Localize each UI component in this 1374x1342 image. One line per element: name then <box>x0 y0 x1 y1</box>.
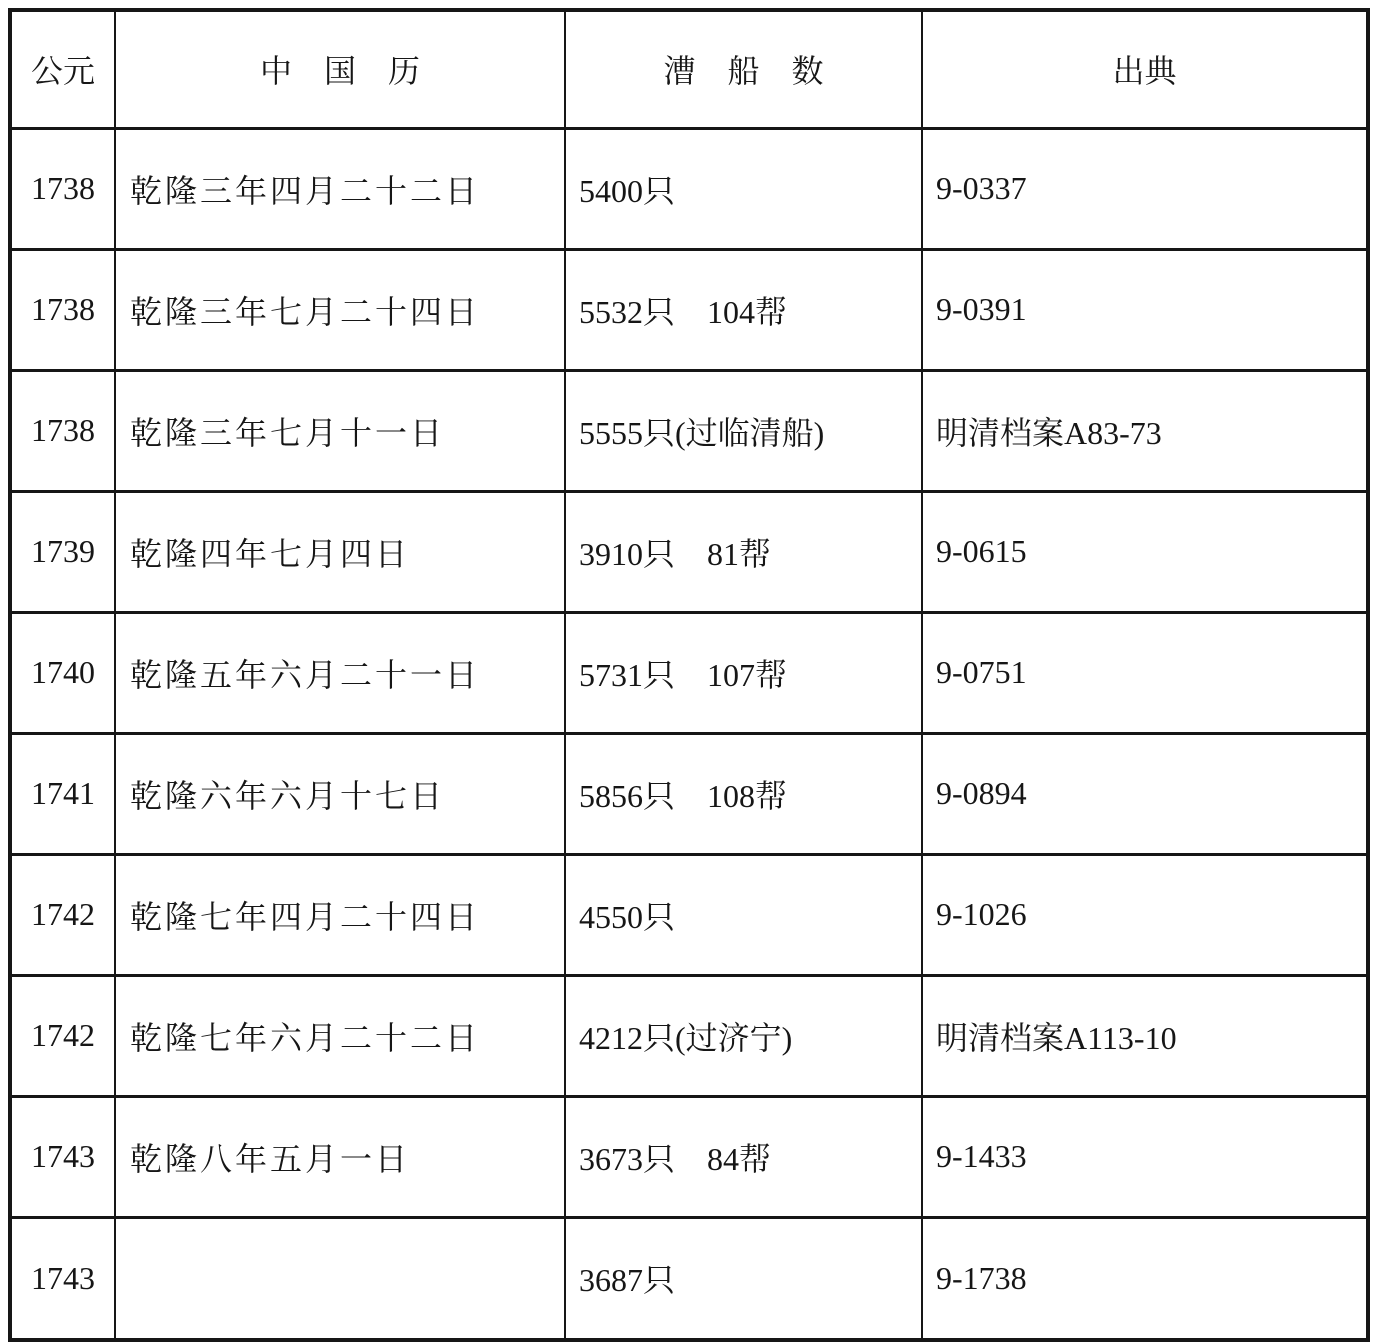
cell-year: 1742 <box>10 975 115 1096</box>
header-row <box>10 10 1368 128</box>
table-row <box>10 128 1368 249</box>
cell-ships: 5731只 107帮 <box>565 612 922 733</box>
cell-ships: 5856只 108帮 <box>565 733 922 854</box>
grain-ship-count-table <box>8 8 1370 1342</box>
header-source: 出典 <box>922 10 1368 128</box>
cell-source: 明清档案A113-10 <box>922 975 1368 1096</box>
cell-source: 9-0894 <box>922 733 1368 854</box>
cell-source: 9-0337 <box>922 128 1368 249</box>
cell-ships: 3687只 <box>565 1217 922 1340</box>
cell-year: 1742 <box>10 854 115 975</box>
cell-ships: 5400只 <box>565 128 922 249</box>
cell-ships: 5532只 104帮 <box>565 249 922 370</box>
table-row <box>10 854 1368 975</box>
cell-source: 9-1026 <box>922 854 1368 975</box>
table-row <box>10 1217 1368 1340</box>
table-header <box>10 10 1368 128</box>
cell-ships: 5555只(过临清船) <box>565 370 922 491</box>
table-row <box>10 1096 1368 1217</box>
cell-calendar: 乾隆四年七月四日 <box>115 491 565 612</box>
cell-source: 9-0615 <box>922 491 1368 612</box>
cell-ships: 4212只(过济宁) <box>565 975 922 1096</box>
table-row <box>10 975 1368 1096</box>
cell-calendar: 乾隆五年六月二十一日 <box>115 612 565 733</box>
cell-ships: 4550只 <box>565 854 922 975</box>
cell-ships: 3910只 81帮 <box>565 491 922 612</box>
cell-calendar: 乾隆八年五月一日 <box>115 1096 565 1217</box>
cell-year: 1740 <box>10 612 115 733</box>
cell-calendar: 乾隆七年四月二十四日 <box>115 854 565 975</box>
cell-source: 9-1433 <box>922 1096 1368 1217</box>
cell-year: 1739 <box>10 491 115 612</box>
cell-ships: 3673只 84帮 <box>565 1096 922 1217</box>
cell-calendar <box>115 1217 565 1340</box>
cell-source: 9-0391 <box>922 249 1368 370</box>
cell-year: 1738 <box>10 128 115 249</box>
cell-source: 9-1738 <box>922 1217 1368 1340</box>
cell-calendar: 乾隆七年六月二十二日 <box>115 975 565 1096</box>
cell-calendar: 乾隆六年六月十七日 <box>115 733 565 854</box>
table-row <box>10 733 1368 854</box>
cell-calendar: 乾隆三年七月十一日 <box>115 370 565 491</box>
cell-year: 1738 <box>10 249 115 370</box>
cell-year: 1743 <box>10 1217 115 1340</box>
cell-source: 9-0751 <box>922 612 1368 733</box>
table-row <box>10 370 1368 491</box>
cell-year: 1738 <box>10 370 115 491</box>
cell-year: 1741 <box>10 733 115 854</box>
table-row <box>10 612 1368 733</box>
header-year: 公元 <box>10 10 115 128</box>
cell-source: 明清档案A83-73 <box>922 370 1368 491</box>
cell-calendar: 乾隆三年四月二十二日 <box>115 128 565 249</box>
header-calendar: 中 国 历 <box>115 10 565 128</box>
header-ships: 漕 船 数 <box>565 10 922 128</box>
cell-calendar: 乾隆三年七月二十四日 <box>115 249 565 370</box>
table-row <box>10 491 1368 612</box>
table-body <box>10 128 1368 1340</box>
cell-year: 1743 <box>10 1096 115 1217</box>
table-row <box>10 249 1368 370</box>
